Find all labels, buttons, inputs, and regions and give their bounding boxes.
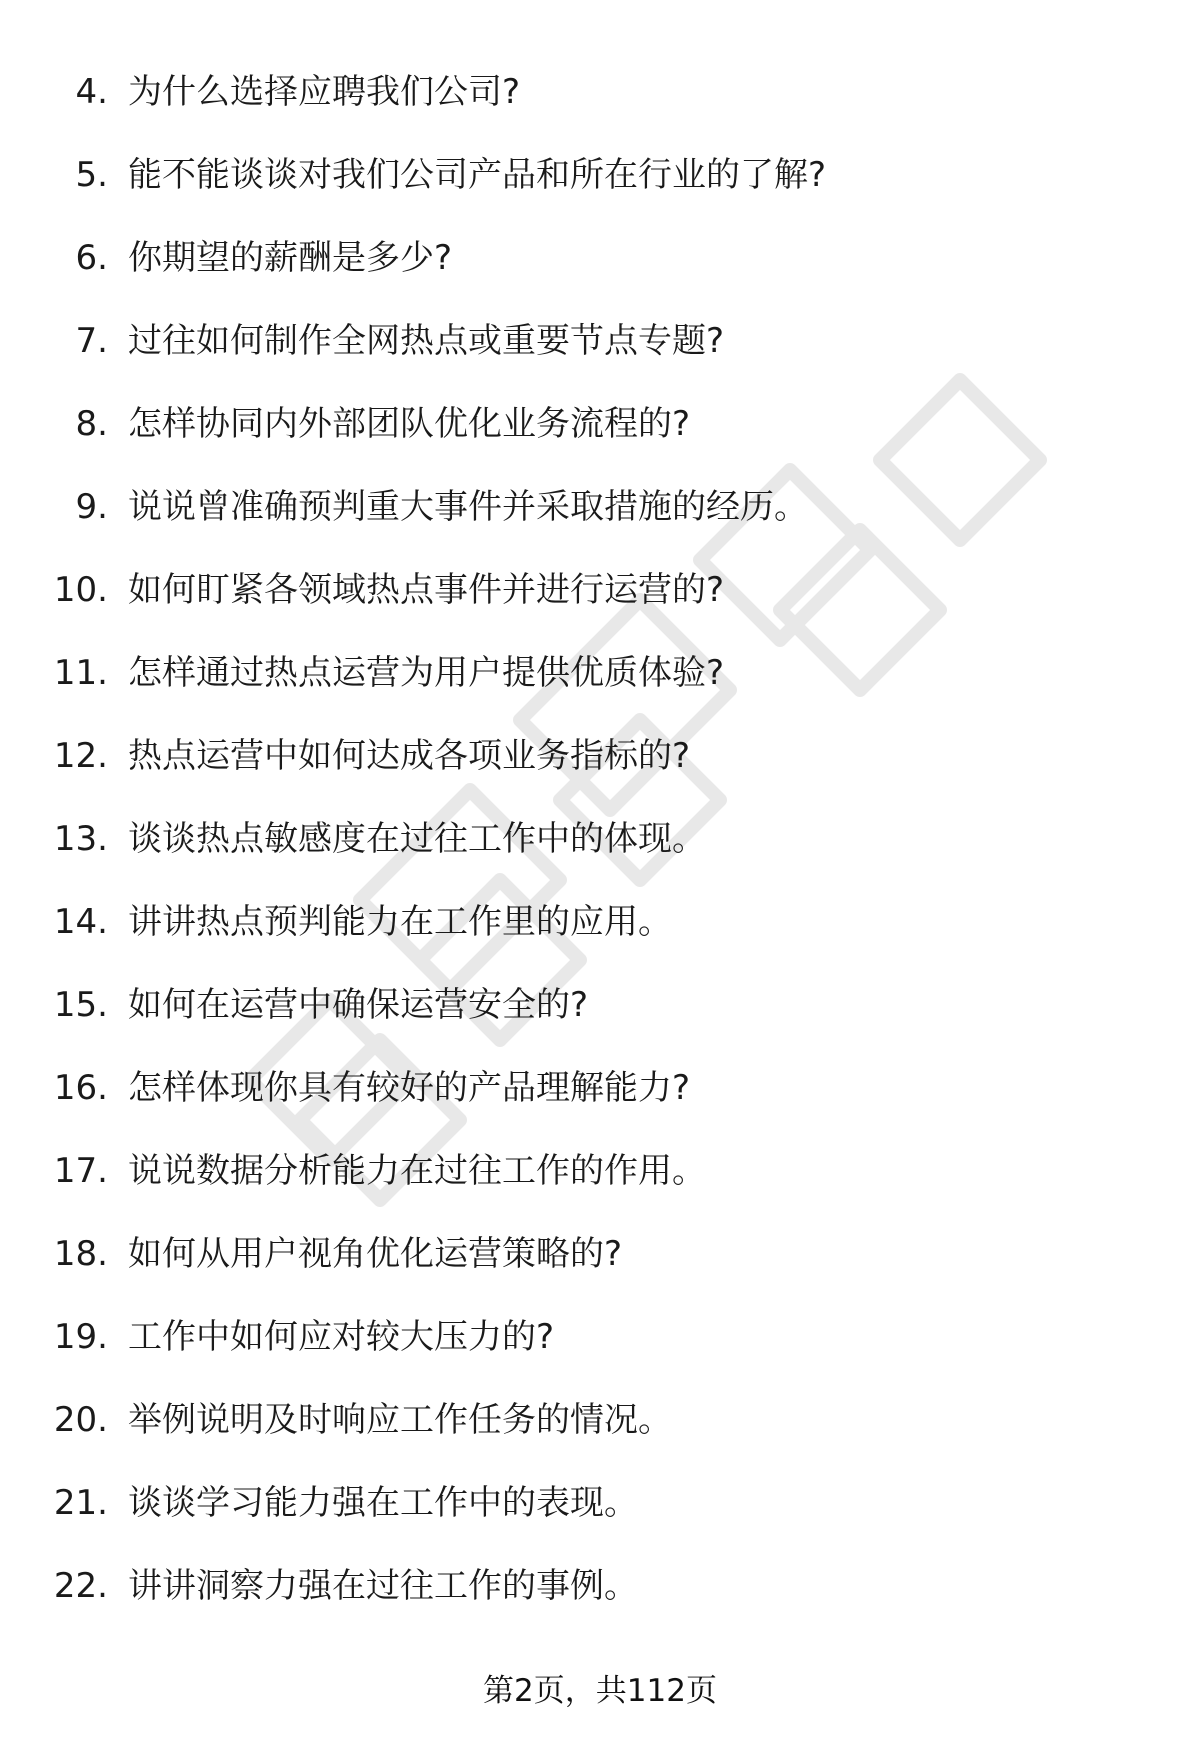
- question-list: [0, 50, 1200, 1627]
- list-item: [0, 50, 1200, 133]
- list-item: [0, 880, 1200, 963]
- question-number: 12.: [53, 735, 108, 776]
- question-text: 热点运营中如何达成各项业务指标的?: [128, 735, 691, 776]
- question-number: 13.: [53, 818, 108, 859]
- question-text: 讲讲热点预判能力在工作里的应用。: [128, 901, 672, 942]
- page-footer: 第2页，共112页: [483, 1673, 717, 1709]
- question-number: 15.: [53, 984, 108, 1025]
- list-item: [0, 631, 1200, 714]
- question-number: 6.: [75, 237, 108, 278]
- question-number: 11.: [53, 652, 108, 693]
- question-text: 你期望的薪酬是多少?: [128, 237, 453, 278]
- question-number: 7.: [75, 320, 108, 361]
- list-item: [0, 714, 1200, 797]
- list-item: [0, 548, 1200, 631]
- question-text: 为什么选择应聘我们公司?: [128, 71, 521, 112]
- question-number: 16.: [53, 1067, 108, 1108]
- list-item: [0, 1544, 1200, 1627]
- question-text: 能不能谈谈对我们公司产品和所在行业的了解?: [128, 154, 827, 195]
- question-text: 如何从用户视角优化运营策略的?: [128, 1233, 623, 1274]
- question-number: 10.: [53, 569, 108, 610]
- list-item: [0, 133, 1200, 216]
- question-number: 22.: [53, 1565, 108, 1606]
- question-text: 讲讲洞察力强在过往工作的事例。: [128, 1565, 638, 1606]
- question-text: 如何在运营中确保运营安全的?: [128, 984, 589, 1025]
- list-item: [0, 465, 1200, 548]
- list-item: [0, 1046, 1200, 1129]
- question-text: 怎样协同内外部团队优化业务流程的?: [128, 403, 691, 444]
- question-number: 18.: [53, 1233, 108, 1274]
- question-text: 工作中如何应对较大压力的?: [128, 1316, 555, 1357]
- question-text: 谈谈学习能力强在工作中的表现。: [128, 1482, 638, 1523]
- list-item: [0, 797, 1200, 880]
- question-text: 怎样通过热点运营为用户提供优质体验?: [128, 652, 725, 693]
- question-text: 怎样体现你具有较好的产品理解能力?: [128, 1067, 691, 1108]
- question-number: 17.: [53, 1150, 108, 1191]
- question-number: 5.: [75, 154, 108, 195]
- list-item: [0, 382, 1200, 465]
- question-text: 谈谈热点敏感度在过往工作中的体现。: [128, 818, 706, 859]
- list-item: [0, 216, 1200, 299]
- question-number: 21.: [53, 1482, 108, 1523]
- question-text: 说说数据分析能力在过往工作的作用。: [128, 1150, 706, 1191]
- question-text: 过往如何制作全网热点或重要节点专题?: [128, 320, 725, 361]
- list-item: [0, 1378, 1200, 1461]
- list-item: [0, 1212, 1200, 1295]
- question-number: 4.: [75, 71, 108, 112]
- question-number: 20.: [53, 1399, 108, 1440]
- question-text: 如何盯紧各领域热点事件并进行运营的?: [128, 569, 725, 610]
- question-number: 8.: [75, 403, 108, 444]
- question-text: 举例说明及时响应工作任务的情况。: [128, 1399, 672, 1440]
- list-item: [0, 1295, 1200, 1378]
- question-text: 说说曾准确预判重大事件并采取措施的经历。: [128, 486, 808, 527]
- list-item: [0, 1129, 1200, 1212]
- list-item: [0, 299, 1200, 382]
- list-item: [0, 963, 1200, 1046]
- question-number: 14.: [53, 901, 108, 942]
- question-number: 19.: [53, 1316, 108, 1357]
- question-number: 9.: [75, 486, 108, 527]
- list-item: [0, 1461, 1200, 1544]
